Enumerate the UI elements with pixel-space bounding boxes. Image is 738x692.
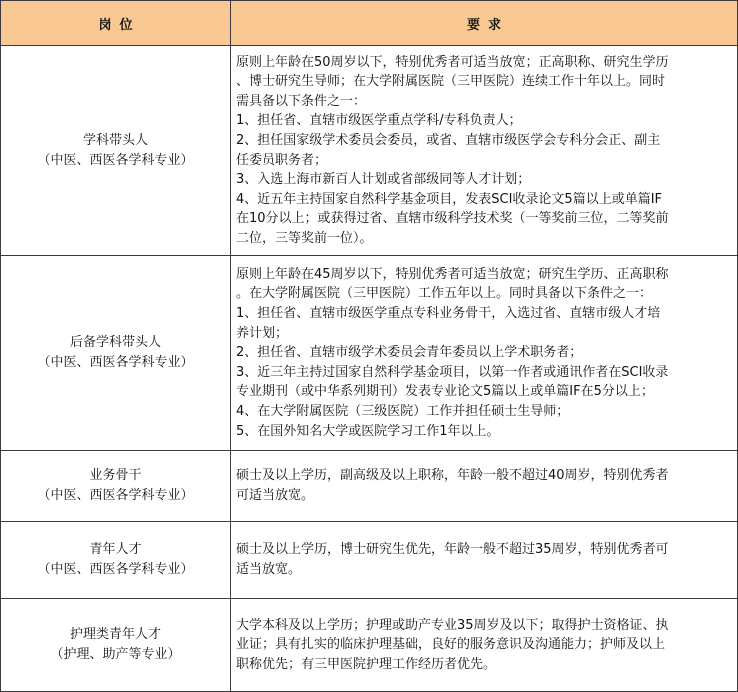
requirement-line: 。在大学附属医院（三甲医院）工作五年以上。同时具备以下条件之一： [236, 286, 653, 302]
requirement-line: 适当放宽。 [236, 562, 302, 577]
requirement-line: 4、近五年主持国家自然科学基金项目，发表SCI收录论文5篇以上或单篇IF [236, 191, 663, 207]
requirement-line: 5、在国外知名大学或医院学习工作1年以上。 [236, 423, 500, 439]
position-scope: （中医、西医各学科专业） [37, 152, 194, 168]
position-scope: （中医、西医各学科专业） [37, 562, 194, 577]
table-row [1, 522, 738, 599]
table-row [1, 46, 738, 256]
position-title: 护理类青年人才 [69, 627, 161, 642]
requirement-line: 业证；具有扎实的临床护理基础，良好的服务意识及沟通能力；护师及以上 [236, 637, 666, 653]
requirement-line: 1、担任省、直辖市级医学重点专科业务骨干，入选过省、直辖市级人才培 [236, 306, 661, 322]
requirements-cell [231, 256, 738, 451]
position-scope: （护理、助产等专业） [50, 647, 181, 662]
header-position: 岗位 [1, 1, 231, 46]
requirement-line: 养计划； [236, 325, 289, 341]
requirement-line: 3、入选上海市新百人计划或省部级同等人才计划； [236, 172, 531, 188]
position-cell [1, 599, 231, 692]
position-title: 学科带头人 [82, 132, 148, 148]
position-cell [1, 451, 231, 522]
position-cell [1, 256, 231, 451]
position-scope: （中医、西医各学科专业） [37, 488, 194, 503]
requirement-line: 大学本科及以上学历；护理或助产专业35周岁及以下；取得护士资格证、执 [236, 617, 669, 633]
requirement-line: 任委员职务者； [236, 152, 328, 168]
requirements-cell [231, 599, 738, 692]
requirement-line: 专业期刊（或中华系列期刊）发表专业论文5篇以上或单篇IF在5分以上； [236, 384, 654, 400]
requirement-line: 2、担任国家级学术委员会委员，或省、直辖市级医学会专科分会正、副主 [236, 132, 661, 148]
requirement-line: 职称优先；有三甲医院护理工作经历者优先。 [236, 656, 497, 672]
requirements-cell [231, 451, 738, 522]
requirement-line: 2、担任省、直辖市级学术委员会青年委员以上学术职务者； [236, 345, 583, 361]
position-cell [1, 522, 231, 599]
requirements-cell [231, 46, 738, 256]
requirement-line: 二位，三等奖前一位）。 [236, 230, 373, 246]
requirement-line: 1、担任省、直辖市级医学重点学科/专科负责人； [236, 113, 522, 129]
position-scope: （中医、西医各学科专业） [37, 355, 194, 370]
requirement-line: 硕士及以上学历，副高级及以上职称，年龄一般不超过40周岁，特别优秀者 [236, 468, 669, 484]
requirements-cell [231, 522, 738, 599]
requirement-line: 在10分以上；或获得过省、直辖市级科学技术奖（一等奖前三位，二等奖前 [236, 211, 669, 227]
requirement-line: 硕士及以上学历，博士研究生优先，年龄一般不超过35周岁，特别优秀者可 [236, 542, 669, 558]
requirement-line: 原则上年龄在50周岁以下，特别优秀者可适当放宽；正高职称、研究生学历 [236, 54, 669, 70]
table-row [1, 256, 738, 451]
position-cell [1, 46, 231, 256]
header-requirements: 要求 [231, 1, 738, 46]
position-title: 业务骨干 [89, 468, 142, 483]
requirement-line: 4、在大学附属医院（三级医院）工作并担任硕士生导师； [236, 403, 570, 419]
position-title: 青年人才 [89, 542, 142, 557]
position-title: 后备学科带头人 [69, 335, 161, 350]
table-row [1, 599, 738, 692]
requirement-line: 原则上年龄在45周岁以下，特别优秀者可适当放宽；研究生学历、正高职称 [236, 266, 669, 282]
requirement-line: 需具备以下条件之一： [236, 93, 367, 109]
header-row [1, 1, 738, 46]
requirement-line: 3、近三年主持过国家自然科学基金项目，以第一作者或通讯作者在SCI收录 [236, 364, 669, 380]
requirement-line: 可适当放宽。 [236, 488, 315, 503]
table-row [1, 451, 738, 522]
requirement-line: 、博士研究生导师；在大学附属医院（三甲医院）连续工作十年以上。同时 [236, 74, 666, 90]
